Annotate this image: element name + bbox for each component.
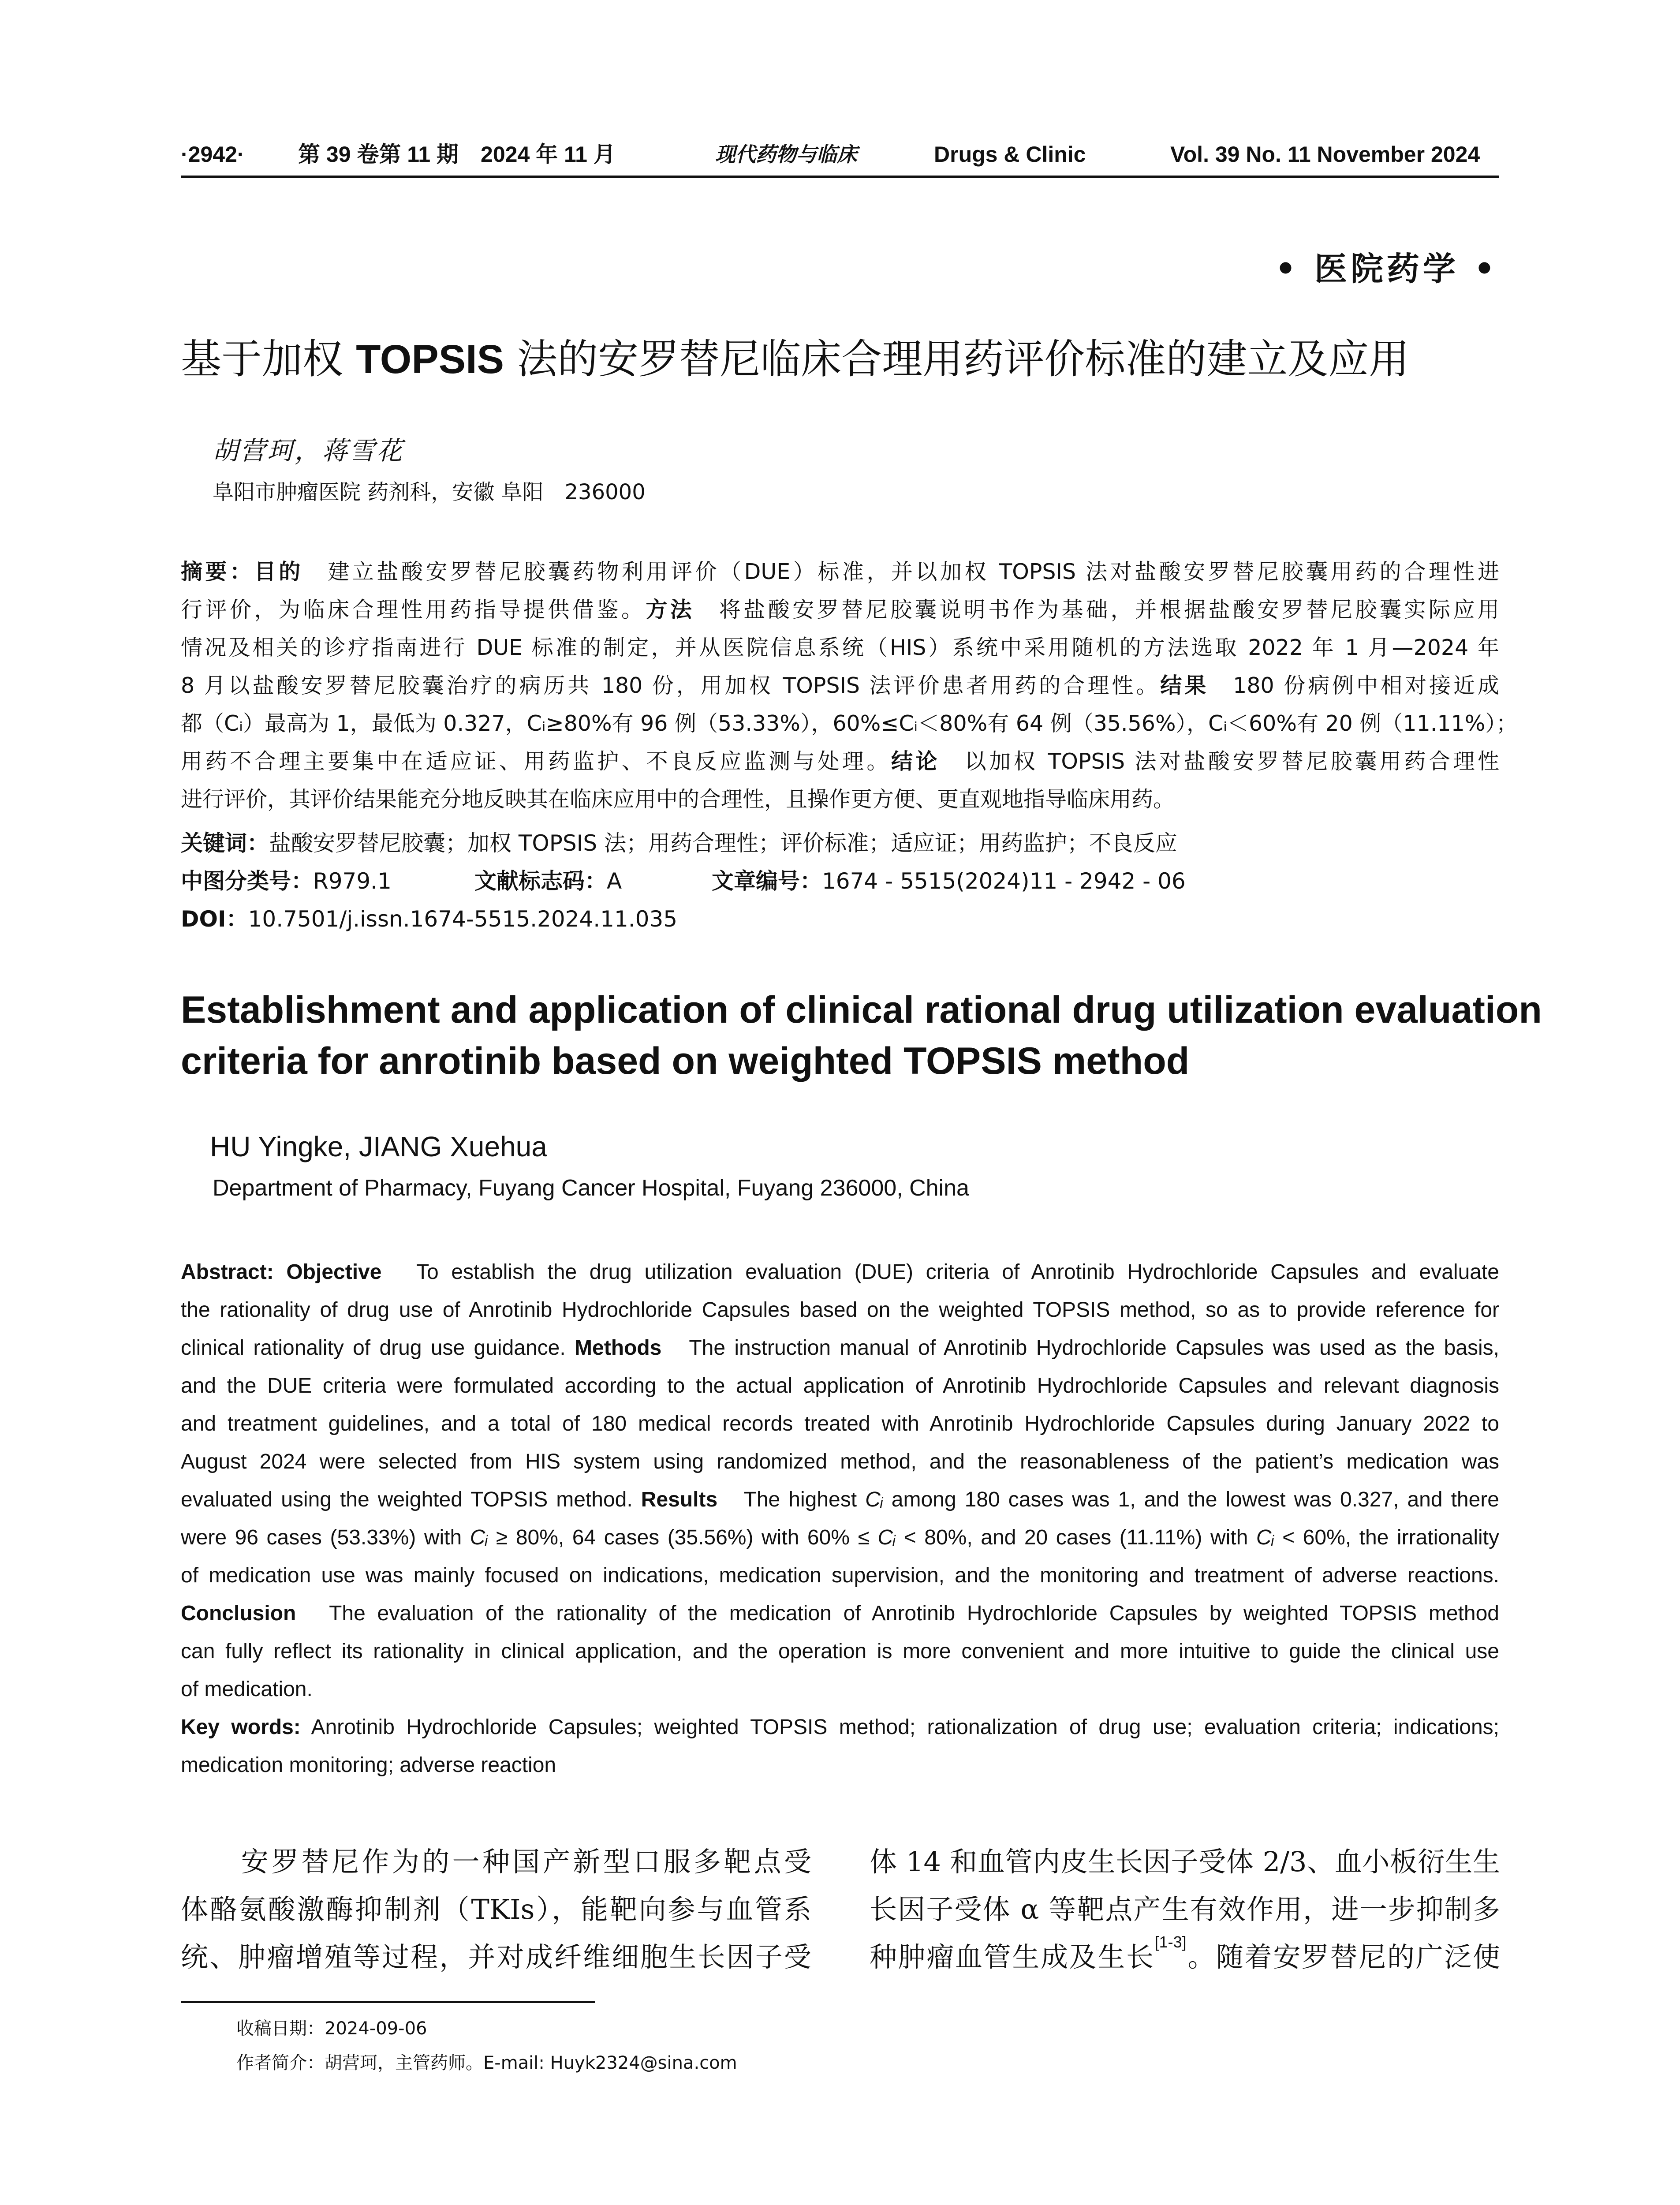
abstract-en [181, 1253, 1499, 1784]
abstract-en-line [181, 1329, 1499, 1367]
section-label: 结果 [1160, 673, 1209, 698]
text-run: 建立盐酸安罗替尼胶囊药物利用评价（DUE）标准，并以加权 TOPSIS 法对盐酸安罗替尼胶囊用药的合理性进 [303, 559, 1499, 584]
abstract-cn-line [181, 629, 1499, 667]
text-run: clinical rationality of drug use guidance. [181, 1336, 575, 1360]
bio-text: 胡营珂，主管药师。E-mail: Huyk2324@sina.com [325, 2053, 737, 2073]
text-run: August 2024 were selected from HIS system using randomized method, and the reasonableness of the patient’s medication was [181, 1450, 1499, 1473]
keywords-cn-text: 盐酸安罗替尼胶囊；加权 TOPSIS 法；用药合理性；评价标准；适应证；用药监护；不良反应 [269, 830, 1178, 856]
text-run: < 60%, the irrationality [1274, 1526, 1500, 1549]
text-run: The evaluation of the rationality of the medication of Anrotinib Hydrochloride Capsules by weighted TOPSIS method [296, 1602, 1499, 1625]
keywords-cn [181, 826, 1177, 861]
doi-line [181, 901, 677, 937]
text-run: 。随着安罗替尼的广泛使 [1186, 1941, 1500, 1973]
abstract-en-line [181, 1367, 1499, 1405]
text-run: 行评价，为临床合理性用药指导提供借鉴。 [181, 597, 646, 622]
text-run: 体 14 和血管内皮生长因子受体 2/3、血小板衍生生 [870, 1846, 1500, 1878]
journal-name-cn: 现代药物与临床 [715, 142, 857, 166]
abstract-en-line [181, 1405, 1499, 1443]
text-run: 长因子受体 α 等靶点产生有效作用，进一步抑制多 [870, 1893, 1500, 1925]
abstract-cn-line [181, 743, 1499, 781]
affiliation-cn: 阜阳市肿瘤医院 药剂科，安徽 阜阳 236000 [213, 480, 646, 505]
text-run: medication monitoring; adverse reaction [181, 1753, 556, 1777]
abstract-cn-line [181, 705, 1518, 743]
text-run: 将盐酸安罗替尼胶囊说明书作为基础，并根据盐酸安罗替尼胶囊实际应用 [694, 597, 1499, 622]
section-label: Key words: [181, 1715, 301, 1739]
text-run: and the DUE criteria were formulated according to the actual application of Anrotinib Hydrochloride Capsules and relevant diagnosis [181, 1374, 1499, 1398]
received-date [236, 2015, 427, 2042]
abstract-cn-label: 摘要： [181, 559, 254, 584]
title-cn-part: 法的安罗替尼临床合理用药评价标准的建立及应用 [504, 336, 1410, 383]
article-number-value: 1674 - 5515(2024)11 - 2942 - 06 [822, 868, 1186, 894]
text-run: The highest [717, 1488, 866, 1511]
footnote-rule [181, 2001, 595, 2003]
section-label: Abstract: [181, 1260, 274, 1284]
doc-code-value: A [607, 868, 622, 894]
section-label: 目的 [254, 559, 303, 584]
article-title-cn [181, 333, 1409, 386]
symbol: Cᵢ [1256, 1526, 1274, 1549]
abstract-en-line [181, 1443, 1499, 1481]
body-line [870, 1933, 1500, 1981]
abstract-en-line [181, 1481, 1499, 1519]
section-label: Results [641, 1488, 718, 1511]
doi-link[interactable]: 10.7501/j.issn.1674-5515.2024.11.035 [248, 906, 678, 932]
text-run: and treatment guidelines, and a total of 180 medical records treated with Anrotinib Hydrochloride Capsules during January 2022 to [181, 1412, 1499, 1435]
document-code [474, 863, 622, 899]
affiliation-en: Department of Pharmacy, Fuyang Cancer Hospital, Fuyang 236000, China [213, 1175, 969, 1201]
text-run: 种肿瘤血管生成及生长 [870, 1941, 1155, 1973]
body-line [870, 1838, 1500, 1886]
text-run: 用药不合理主要集中在适应证、用药监护、不良反应监测与处理。 [181, 749, 891, 774]
abstract-cn [181, 553, 1518, 818]
title-en-line: Establishment and application of clinical rational drug utilization evaluation [181, 989, 1542, 1031]
text-run: 都（Cᵢ）最高为 1，最低为 0.327，Cᵢ≥80%有 96 例（53.33%），60%≤Cᵢ＜80%有 64 例（35.56%），Cᵢ＜60%有 20 例（11.11%）； [181, 711, 1518, 736]
body-line [870, 1886, 1500, 1933]
journal-name-en: Drugs & Clinic [934, 142, 1086, 167]
text-run: were 96 cases (53.33%) with [181, 1526, 470, 1549]
citation-ref[interactable]: [1-3] [1154, 1933, 1187, 1951]
abstract-en-line [181, 1595, 1499, 1633]
author-bio [236, 2050, 737, 2076]
symbol: Cᵢ [877, 1526, 896, 1549]
abstract-cn-line [181, 591, 1499, 629]
abstract-en-line [181, 1557, 1499, 1595]
section-label: Methods [575, 1336, 662, 1360]
abstract-cn-line [181, 781, 1499, 818]
text-run: To establish the drug utilization evaluation (DUE) criteria of Anrotinib Hydrochloride Capsules and evaluate [381, 1260, 1500, 1284]
text-run: < 80%, and 20 cases (11.11%) with [896, 1526, 1256, 1549]
article-title-en [181, 984, 1542, 1087]
abstract-en-line [181, 1708, 1499, 1746]
text-run: among 180 cases was 1, and the lowest was 0.327, and there [883, 1488, 1499, 1511]
text-run [274, 1260, 287, 1284]
body-line: 统、肿瘤增殖等过程，并对成纤维细胞生长因子受 [181, 1941, 811, 1973]
article-number-label: 文章编号： [712, 868, 822, 894]
section-label: Conclusion [181, 1602, 296, 1625]
text-run: 以加权 TOPSIS 法对盐酸安罗替尼胶囊用药合理性 [940, 749, 1499, 774]
text-run: The instruction manual of Anrotinib Hydrochloride Capsules was used as the basis, [661, 1336, 1500, 1360]
abstract-cn-line [181, 667, 1499, 705]
received-label: 收稿日期： [236, 2018, 325, 2039]
section-label: 结论 [891, 749, 941, 774]
text-run: 情况及相关的诊疗指南进行 DUE 标准的制定，并从医院信息系统（HIS）系统中采用随机的方法选取 2022 年 1 月—2024 年 [181, 635, 1499, 660]
title-cn-part: 基于加权 [181, 336, 356, 383]
issue-info-en: Vol. 39 No. 11 November 2024 [1170, 142, 1480, 167]
abstract-en-line [181, 1633, 1499, 1671]
abstract-en-line [181, 1253, 1499, 1291]
text-run: Anrotinib Hydrochloride Capsules; weighted TOPSIS method; rationalization of drug use; evaluation criteria; indications; [300, 1715, 1499, 1739]
text-run: 180 份病例中相对接近成 [1209, 673, 1499, 698]
body-column-left [181, 1838, 811, 1981]
symbol: Cᵢ [470, 1526, 488, 1549]
article-number [712, 863, 1186, 899]
section-tag: • 医院药学 • [1275, 250, 1498, 288]
issue-info-cn: 第 39 卷第 11 期 2024 年 11 月 [298, 142, 616, 167]
abstract-en-line [181, 1519, 1499, 1557]
body-column-right [870, 1838, 1500, 1981]
text-run: 进行评价，其评价结果能充分地反映其在临床应用中的合理性，且操作更方便、更直观地指导临床用药。 [181, 787, 1175, 812]
clc-value: R979.1 [313, 868, 392, 894]
text-run: can fully reflect its rationality in clinical application, and the operation is more convenient and more intuitive to guide the clinical use [181, 1640, 1499, 1663]
text-run: of medication. [181, 1678, 313, 1701]
keywords-cn-label: 关键词： [181, 830, 269, 856]
bio-label: 作者简介： [236, 2053, 325, 2073]
clc-label: 中图分类号： [181, 868, 313, 894]
authors-cn: 胡营珂，蒋雪花 [213, 436, 404, 466]
header-rule [181, 176, 1499, 178]
symbol: Cᵢ [865, 1488, 883, 1511]
title-en-line: criteria for anrotinib based on weighted TOPSIS method [181, 1040, 1190, 1082]
doc-code-label: 文献标志码： [474, 868, 607, 894]
section-label: Objective [286, 1260, 382, 1284]
abstract-en-line [181, 1291, 1499, 1329]
body-line: 体酪氨酸激酶抑制剂（TKIs），能靶向参与血管系 [181, 1893, 811, 1925]
text-run: 8 月以盐酸安罗替尼胶囊治疗的病历共 180 份，用加权 TOPSIS 法评价患者用药的合理性。 [181, 673, 1161, 698]
body-line: 安罗替尼作为的一种国产新型口服多靶点受 [181, 1846, 811, 1878]
abstract-cn-line [181, 553, 1499, 591]
authors-en: HU Yingke, JIANG Xuehua [210, 1131, 547, 1162]
abstract-en-line [181, 1746, 1499, 1784]
text-run: ≥ 80%, 64 cases (35.56%) with 60% ≤ [488, 1526, 878, 1549]
received-value: 2024-09-06 [325, 2018, 427, 2039]
section-label: 方法 [646, 597, 695, 622]
text-run: the rationality of drug use of Anrotinib Hydrochloride Capsules based on the weighted TOPSIS method, so as to provide reference for [181, 1298, 1499, 1322]
text-run: of medication use was mainly focused on indications, medication supervision, and the monitoring and treatment of adverse reactions. [181, 1564, 1499, 1587]
abstract-en-line [181, 1671, 1499, 1708]
classification-line [181, 863, 392, 899]
text-run: evaluated using the weighted TOPSIS method. [181, 1488, 641, 1511]
page-number: ·2942· [181, 142, 245, 167]
title-cn-method: TOPSIS [356, 337, 504, 382]
doi-label: DOI： [181, 906, 248, 932]
